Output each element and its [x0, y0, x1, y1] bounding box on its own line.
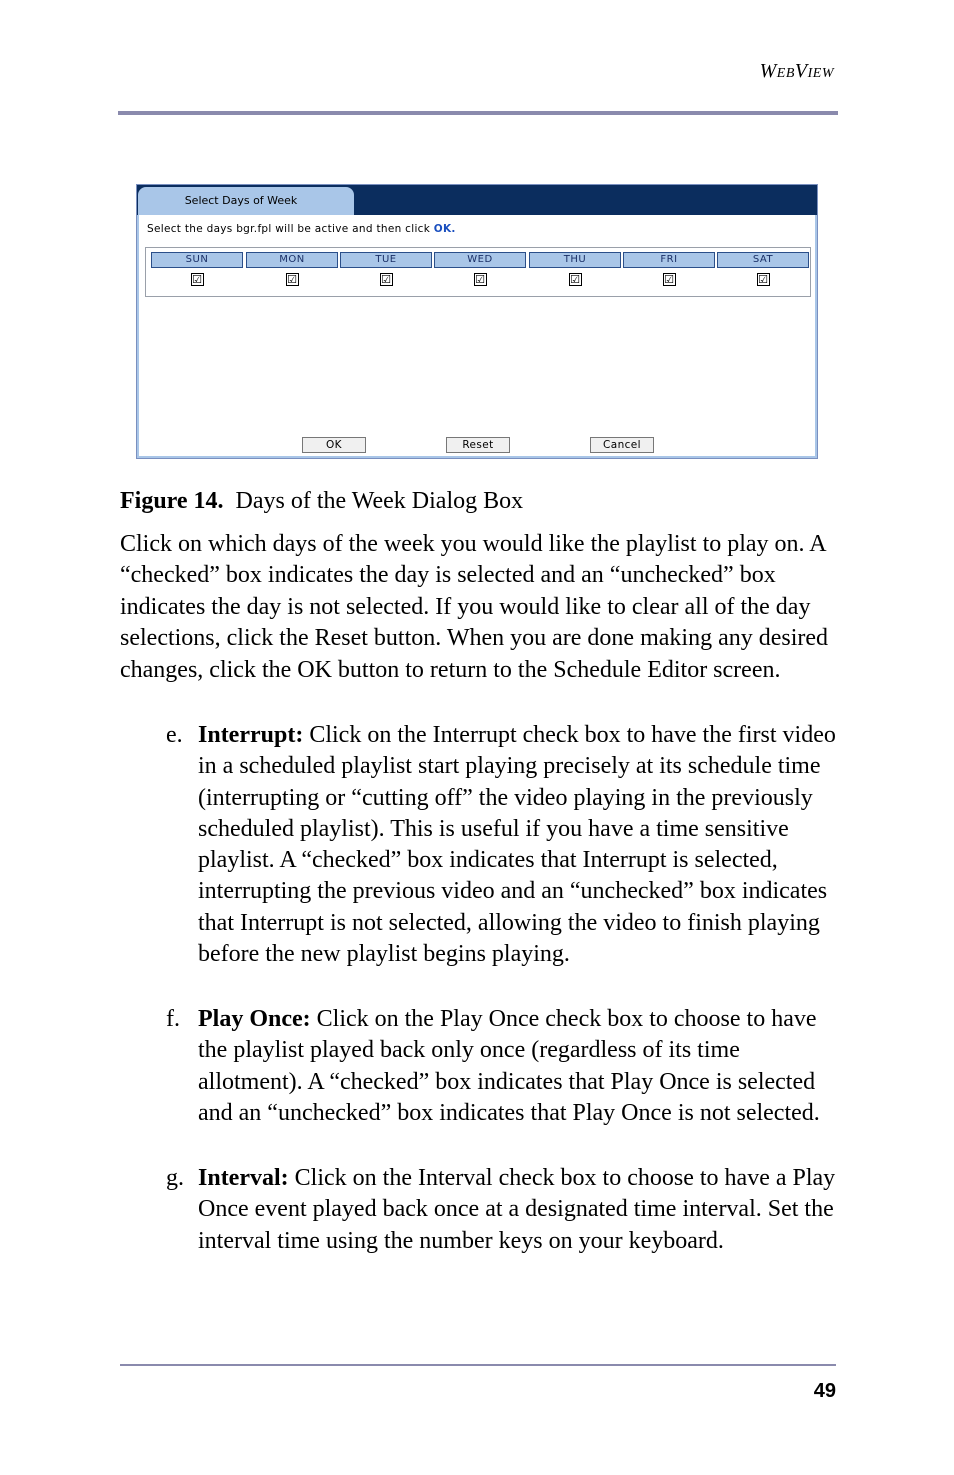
day-header: WED: [434, 252, 526, 268]
ok-button[interactable]: OK: [302, 437, 366, 453]
day-checkbox[interactable]: ☑: [570, 273, 580, 286]
running-head: WebView: [759, 60, 834, 82]
day-checkbox[interactable]: ☑: [192, 273, 202, 286]
list-item-body: Click on the Play Once check box to choose to have the playlist played back only once (regardless of its time allotment). A “checked” box indicates that Play Once is selected and an “unchecked” box indicates that Play Once is not selected.: [198, 1006, 820, 1126]
cancel-button[interactable]: Cancel: [590, 437, 654, 453]
day-column-thu: [529, 252, 621, 286]
figure-title: Days of the Week Dialog Box: [235, 488, 524, 514]
day-column-sun: [151, 252, 243, 286]
day-column-mon: [246, 252, 338, 286]
dialog-instruction: [147, 223, 456, 235]
list-item-term: Play Once:: [198, 1006, 311, 1032]
list-item-body: Click on the Interrupt check box to have the first video in a scheduled playlist start playing precisely at its schedule time (interrupting or “cutting off” the video playing in the previously scheduled playlist). This is useful if you have a time sensitive playlist. A “checked” box indicates that Interrupt is selected, interrupting the previous video and an “unchecked” box indicates that Interrupt is not selected, allowing the video to finish playing before the new playlist begins playing.: [198, 722, 836, 968]
instruction-text: Select the days bgr.fpl will be active and then click: [147, 223, 434, 235]
list-item-text: [198, 1163, 846, 1257]
list-item: [166, 720, 846, 970]
day-column-sat: [717, 252, 809, 286]
list-item-term: Interval:: [198, 1165, 289, 1191]
list-item: [166, 1004, 846, 1129]
day-checkbox[interactable]: ☑: [475, 273, 485, 286]
page-number: 49: [813, 1380, 836, 1402]
day-header: SUN: [151, 252, 243, 268]
top-rule: [118, 111, 838, 115]
day-checkbox[interactable]: ☑: [381, 273, 391, 286]
day-header: TUE: [340, 252, 432, 268]
list-marker: e.: [166, 722, 183, 748]
day-header: SAT: [717, 252, 809, 268]
days-of-week-dialog: [136, 184, 818, 459]
day-column-fri: [623, 252, 715, 286]
list-item-text: [198, 720, 846, 970]
day-header: MON: [246, 252, 338, 268]
figure-caption: [120, 488, 523, 515]
day-checkbox[interactable]: ☑: [287, 273, 297, 286]
day-checkbox[interactable]: ☑: [758, 273, 768, 286]
day-header: THU: [529, 252, 621, 268]
list-item-term: Interrupt:: [198, 722, 304, 748]
list-item-text: [198, 1004, 846, 1129]
dialog-tab[interactable]: Select Days of Week: [138, 187, 354, 215]
day-header: FRI: [623, 252, 715, 268]
day-checkbox[interactable]: ☑: [664, 273, 674, 286]
list-item-body: Click on the Interval check box to choose to have a Play Once event played back once at a designated time interval. Set the interval time using the number keys on your keyboard.: [198, 1165, 836, 1254]
list-item: [166, 1163, 846, 1257]
bottom-rule: [120, 1364, 836, 1366]
dialog-body: [137, 215, 817, 458]
list-marker: g.: [166, 1165, 184, 1191]
instruction-ok: OK.: [433, 223, 456, 235]
list-marker: f.: [166, 1006, 180, 1032]
dialog-header: [137, 185, 817, 215]
days-table: [145, 247, 811, 297]
day-column-tue: [340, 252, 432, 286]
figure-number: Figure 14.: [120, 488, 224, 514]
reset-button[interactable]: Reset: [446, 437, 510, 453]
intro-paragraph: Click on which days of the week you would like the playlist to play on. A “checked” box indicates the day is selected and an “unchecked” box indicates the day is not selected. If you would like to clear all of the day selections, click the Reset button. When you are done making any desired changes, click the OK button to return to the Schedule Editor screen.: [120, 531, 829, 683]
day-column-wed: [434, 252, 526, 286]
